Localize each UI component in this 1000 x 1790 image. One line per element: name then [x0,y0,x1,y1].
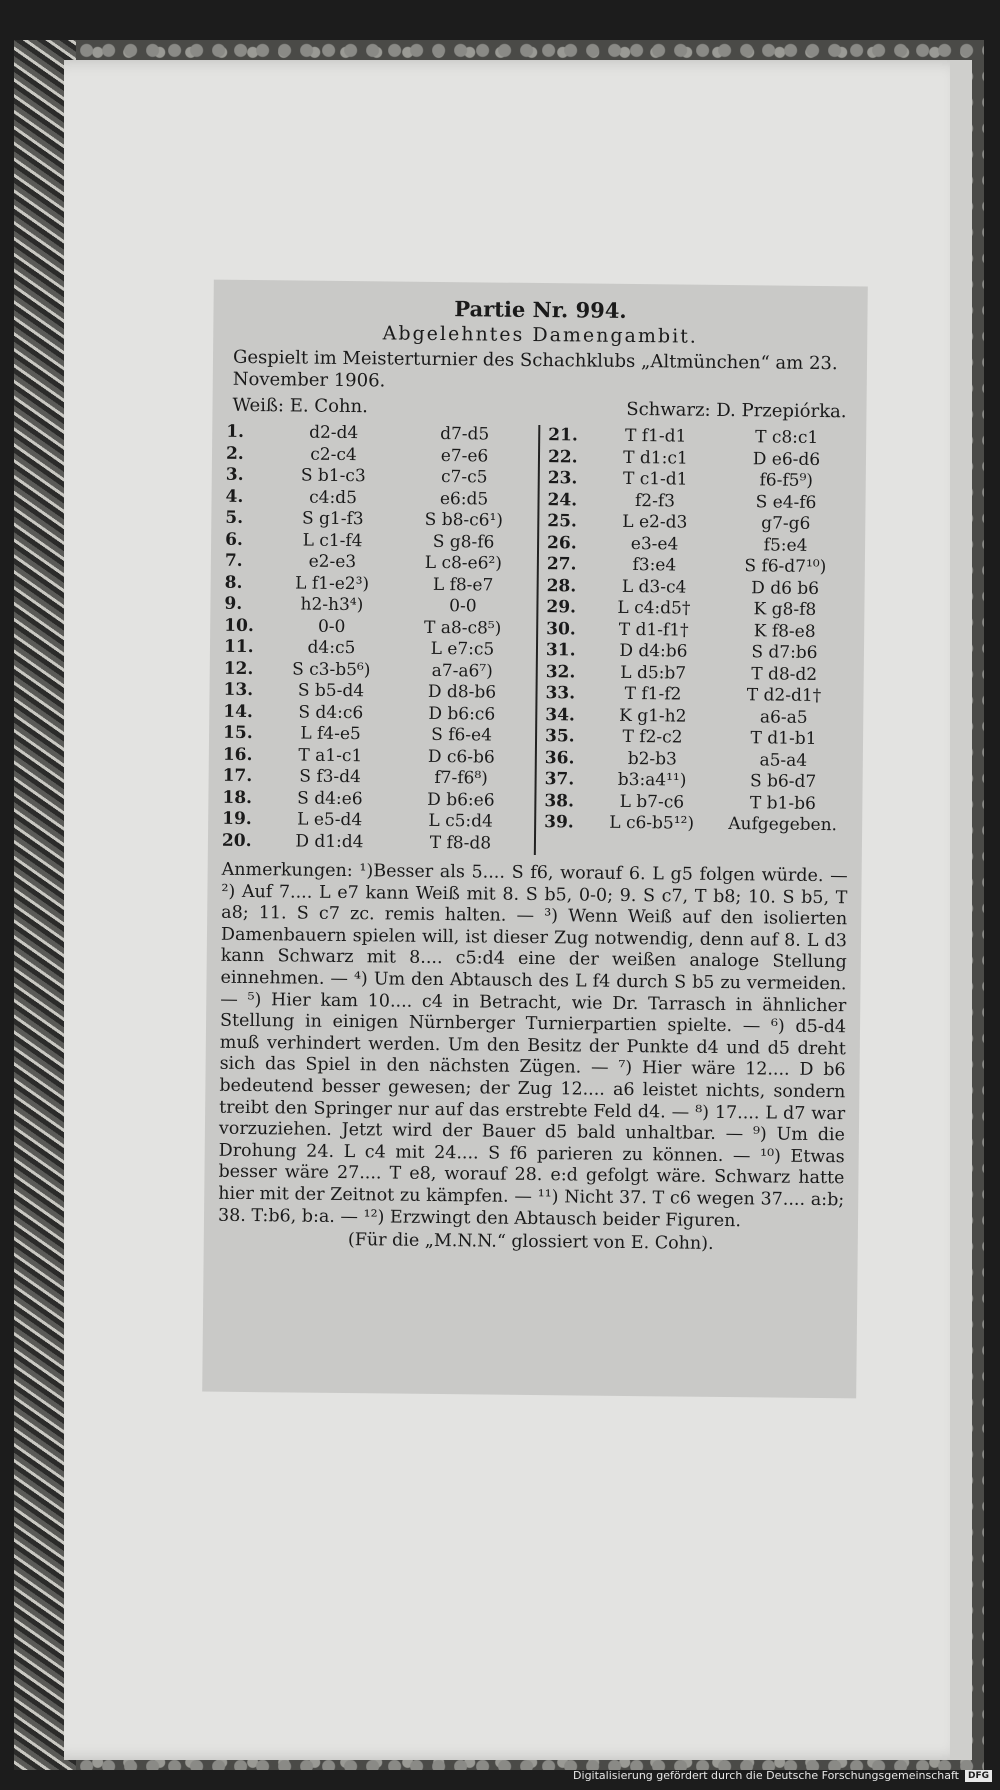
move-number: 37. [544,769,575,790]
black-move: D e6-d6 [752,448,821,470]
white-move: T f1-d1 [624,425,687,447]
move-number: 15. [222,722,253,744]
white-move: L d3-c4 [621,576,687,598]
white-move: h2-h3⁴) [300,594,364,616]
move-number: 19. [222,808,252,830]
white-move: L f1-e2³) [295,572,370,594]
move-number: 24. [547,489,578,510]
black-move: 0-0 [449,596,477,617]
white-move: S b5-d4 [297,680,365,702]
move-row [224,637,528,662]
black-move: S b8-c6¹) [424,509,504,531]
black-move: g7-g6 [761,513,811,534]
black-move: f7-f6⁸) [434,767,488,789]
move-row [226,422,530,447]
move-row [546,640,850,665]
newspaper-clipping [202,280,868,1399]
black-move: T a8-c8⁵) [423,617,502,639]
footer-text: Digitalisierung gefördert durch die Deutsche Forschungsgemeinschaft [573,1769,959,1782]
white-move: S f3-d4 [299,766,362,788]
black-move: d7-d5 [440,423,490,445]
white-move: L d5:b7 [620,662,687,684]
white-player: Weiß: E. Cohn. [232,394,368,418]
move-row [225,551,529,576]
move-number: 21. [548,425,578,446]
black-move: L c5:d4 [428,810,494,832]
black-move: T b1-b6 [749,792,816,814]
black-move: D b6:e6 [427,789,495,811]
move-number: 10. [224,615,254,636]
move-number: 26. [546,532,577,553]
move-number: 5. [225,507,244,528]
move-number: 9. [224,593,243,614]
move-row [547,533,851,558]
black-move: T f8-d8 [429,832,492,854]
white-move: L e5-d4 [297,809,363,831]
black-move: c7-c5 [440,466,488,488]
white-move: T a1-c1 [298,745,363,766]
black-move: D d6 b6 [751,577,820,599]
white-move: T c1-d1 [622,468,688,490]
white-move: L f4-e5 [300,723,361,745]
move-number: 23. [547,468,578,489]
white-move: 0-0 [317,616,346,637]
black-move: e6:d5 [439,488,489,509]
move-row [546,619,850,644]
move-number: 2. [225,443,244,464]
white-move: f2-f3 [634,490,676,511]
black-move: f6-f5⁹) [759,470,814,491]
move-number: 6. [225,529,243,550]
move-row [226,465,530,490]
black-move: S b6-d7 [749,771,817,792]
black-move: K g8-f8 [753,599,817,620]
move-row [222,830,526,855]
black-move: T c8:c1 [755,427,819,448]
white-move: L c4:d5† [617,597,691,619]
move-number: 22. [547,446,578,467]
black-move: e7-e6 [440,445,489,466]
move-row [546,597,850,622]
move-number: 35. [544,726,575,747]
white-move: c2-c4 [310,444,357,465]
move-row [224,594,528,619]
white-move: c4:d5 [309,487,358,508]
white-move: T d1-f1† [618,619,689,641]
black-move: a6-a5 [759,706,808,728]
white-move: S c3-b5⁶) [292,658,371,680]
black-move: a7-a6⁷) [431,660,493,682]
move-number: 28. [546,575,577,596]
white-move: T f2-c2 [622,726,683,748]
move-row [223,723,527,748]
black-move: D c6-b6 [427,746,495,768]
move-row [546,662,850,687]
annotations: Anmerkungen: ¹)Besser als 5.... S f6, worauf 6. L g5 folgen würde. — ²) Auf 7.... L e7 kann Weiß mit 8. S b5, 0-0; 9. S c7, T b8; 10. S b5, T a8; 11. S c7 zc. remis halten. — ³) Wenn Weiß auf den isolierten Damenbauern spielen will, ist dieser Zug notwendig, denn auf 8. L d3 kann Schwarz mit 8.... c5:d4 eine der weißen analoge Stellung einnehmen. — ⁴) Um den Abtausch des L f4 durch S b5 zu vermeiden. — ⁵) Hier kam 10.... c4 in Betracht, wie Dr. Tarrasch in ähnlicher Stellung in einigen Nürnberger Turnierpartien spielte. — ⁶) d5-d4 muß verhindert werden. Um den Besitz der Punkte d4 und d5 dreht sich das Spiel in den nächsten Zügen. — ⁷) Hier wäre 12.... D b6 bedeutend besser gewesen; der Zug 12.... a6 leistet nichts, sondern treibt den Springer nur auf das erstrebte Feld d4. — ⁸) 17.... L d7 war vorzuziehen. Jetzt wird der Bauer d5 bald unhaltbar. — ⁹) Um die Drohung 24. L c4 mit 24.... S f6 parieren zu können. — ¹⁰) Etwas besser wäre 27.... T e8, worauf 28. e:d gefolgt wäre. Schwarz hatte hier mit der Zeitnot zu kämpfen. — ¹¹) Nicht 37. T c6 wegen 37.... a:b; 38. T:b6, b:a. — ¹²) Erzwingt den Abtausch beider Figuren. [217,859,848,1231]
move-number: 11. [223,636,254,658]
black-move: S f6-d7¹⁰) [744,556,827,578]
white-move: b3:a4¹¹) [617,769,687,791]
black-move: T d2-d1† [746,685,822,706]
digitization-footer [573,1769,992,1782]
move-number: 16. [222,744,253,765]
white-move: S d4:c6 [298,702,364,723]
move-number: 8. [224,572,243,593]
move-row [545,705,849,730]
white-move: L c6-b5¹²) [609,812,695,834]
black-move: L e7:c5 [430,638,495,660]
white-move: e2-e3 [308,551,357,573]
white-move: d4:c5 [307,637,356,659]
white-move: L c1-f4 [302,530,363,551]
black-move: K f8-e8 [753,620,816,642]
move-row [545,769,849,794]
move-number: 14. [223,701,254,722]
move-number: 20. [221,830,252,851]
game-title: Partie Nr. 994. [454,296,627,323]
move-row [223,744,527,769]
white-move: d2-d4 [309,422,359,444]
players [232,395,846,422]
dfg-logo: DFG [965,1770,992,1782]
black-move: S g8-f6 [432,531,495,553]
annotator-signature: (Für die „M.N.N.“ glossiert von E. Cohn). [347,1230,714,1254]
opening-name: Abgelehntes Damengambit. [382,322,698,348]
move-row [223,680,527,705]
black-player: Schwarz: D. Przepiórka. [626,398,847,423]
moves-column-right [536,425,852,858]
move-number: 25. [547,511,578,532]
move-number: 18. [222,787,253,808]
game-info: Gespielt im Meisterturnier des Schachklubs „Altmünchen“ am 23. November 1906. [232,346,838,392]
white-move: S b1-c3 [300,465,366,487]
move-row [226,443,530,468]
white-move: L e2-d3 [622,511,688,533]
page-gutter [950,60,972,1760]
move-row [224,658,528,683]
move-row [223,701,527,726]
moves-column-left [222,422,540,855]
move-row [545,683,849,708]
move-row [547,511,851,536]
move-number: 29. [546,597,577,618]
move-number: 36. [544,747,575,768]
move-row [544,791,848,816]
move-number: 1. [226,421,245,442]
move-number: 12. [223,658,254,679]
move-number: 32. [545,661,576,682]
black-move: D d8-b6 [427,681,497,703]
black-move: L c8-e6²) [424,552,503,574]
black-move: D b6:c6 [428,703,496,725]
white-move: b2-b3 [627,748,678,769]
move-table [222,422,852,859]
white-move: f3:e4 [632,555,677,576]
black-move: S e4-f6 [755,491,817,513]
move-row [224,615,528,640]
move-number: 39. [544,812,574,833]
black-move: f5:e4 [763,534,808,556]
move-row [547,576,851,601]
move-number: 3. [225,464,244,485]
move-number: 13. [223,679,254,701]
white-move: T f1-f2 [624,683,682,705]
move-number: 27. [546,554,577,575]
move-number: 17. [222,765,253,787]
white-move: K g1-h2 [619,705,687,727]
black-move: Aufgegeben. [728,814,838,836]
white-move: T d1:c1 [623,447,688,469]
move-row [225,572,529,597]
move-number: 34. [545,704,575,725]
move-number: 38. [544,790,575,811]
black-move: T d8-d2 [751,663,818,685]
white-move: S g1-f3 [301,508,364,530]
black-move: T d1-b1 [750,728,817,749]
move-row [547,554,851,579]
move-number: 31. [545,640,576,661]
move-row [544,812,848,837]
move-number: 30. [546,618,576,639]
move-row [547,490,851,515]
black-move: S f6-e4 [431,724,493,746]
black-move: L f8-e7 [432,574,494,596]
white-move: S d4:e6 [297,788,363,809]
white-move: D d4:b6 [619,640,688,662]
black-move: S d7:b6 [751,642,818,663]
move-number: 4. [225,486,244,507]
move-number: 7. [224,550,243,571]
white-move: L b7-c6 [619,791,685,813]
white-move: D d1:d4 [295,830,364,852]
white-move: e3-e4 [630,533,679,554]
move-number: 33. [545,683,576,704]
black-move: a5-a4 [759,749,808,771]
